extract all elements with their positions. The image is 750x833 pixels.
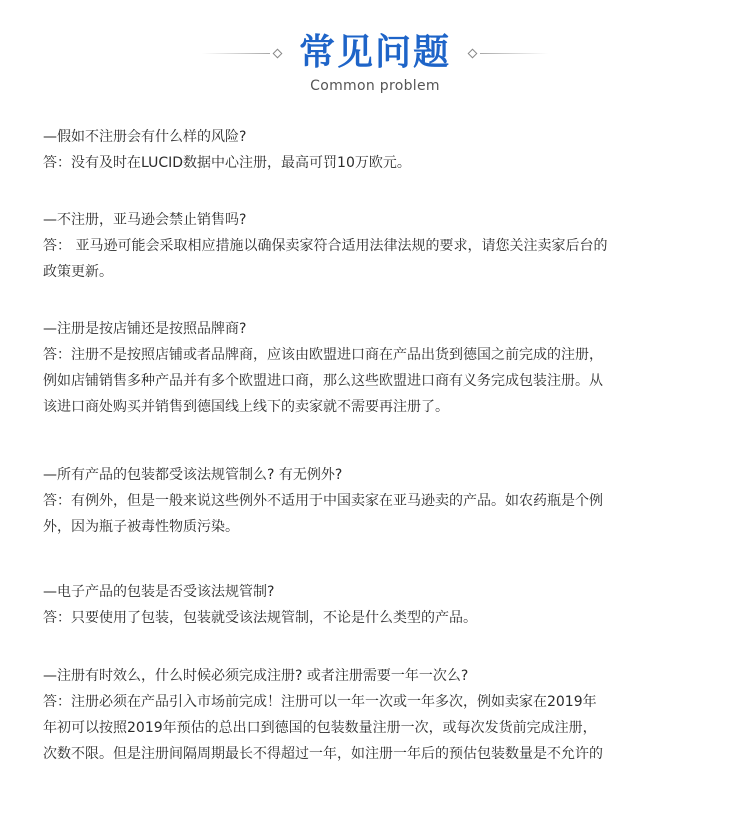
faq-answer-line: 政策更新。 — [43, 264, 113, 280]
faq-question: —假如不注册会有什么样的风险? — [43, 129, 247, 145]
faq-answer-line: 次数不限。但是注册间隔周期最长不得超过一年，如注册一年后的预估包装数量是不允许的 — [43, 746, 603, 762]
faq-answer-line: 年初可以按照2019年预估的总出口到德国的包装数量注册一次，或每次发货前完成注册， — [43, 720, 597, 736]
page-subtitle: Common problem — [310, 78, 440, 94]
left-diamond-icon — [273, 48, 283, 58]
faq-answer-line: 外，因为瓶子被毒性物质污染。 — [43, 519, 239, 535]
faq-question: —不注册，亚马逊会禁止销售吗? — [43, 212, 247, 228]
faq-answer-line: 该进口商处购买并销售到德国线上线下的卖家就不需要再注册了。 — [43, 399, 449, 415]
faq-question: —注册有时效么，什么时候必须完成注册? 或者注册需要一年一次么? — [43, 668, 469, 684]
faq-answer-line: 答：注册不是按照店铺或者品牌商，应该由欧盟进口商在产品出货到德国之前完成的注册， — [43, 347, 603, 363]
faq-question: —注册是按店铺还是按照品牌商? — [43, 321, 247, 337]
faq-answer-line: 答：有例外，但是一般来说这些例外不适用于中国卖家在亚马逊卖的产品。如农药瓶是个例 — [43, 493, 603, 509]
faq-answer-line: 答：没有及时在LUCID数据中心注册，最高可罚10万欧元。 — [43, 155, 411, 171]
faq-answer-line: 答：只要使用了包装，包装就受该法规管制，不论是什么类型的产品。 — [43, 610, 477, 626]
page-header — [0, 30, 750, 100]
right-decoration — [465, 50, 548, 57]
faq-item-exceptions — [43, 462, 683, 540]
faq-answer-line: 例如店铺销售多种产品并有多个欧盟进口商，那么这些欧盟进口商有义务完成包装注册。从 — [43, 373, 603, 389]
faq-answer-line: 答：注册必须在产品引入市场前完成！注册可以一年一次或一年多次，例如卖家在2019年 — [43, 694, 597, 710]
faq-question: —所有产品的包装都受该法规管制么? 有无例外? — [43, 467, 343, 483]
faq-answer-line: 答： 亚马逊可能会采取相应措施以确保卖家符合适用法律法规的要求，请您关注卖家后台的 — [43, 238, 608, 254]
page-title: 常见问题 — [298, 32, 451, 73]
right-diamond-icon — [468, 48, 478, 58]
faq-item-risk — [43, 124, 683, 176]
faq-item-validity — [43, 663, 683, 767]
left-decoration — [202, 50, 285, 57]
right-divider-line — [480, 53, 548, 54]
faq-item-electronics — [43, 579, 683, 631]
faq-item-store-or-brand — [43, 316, 683, 420]
title-row — [0, 30, 750, 76]
left-divider-line — [202, 53, 270, 54]
faq-question: —电子产品的包装是否受该法规管制? — [43, 584, 275, 600]
faq-item-amazon-ban — [43, 207, 683, 285]
